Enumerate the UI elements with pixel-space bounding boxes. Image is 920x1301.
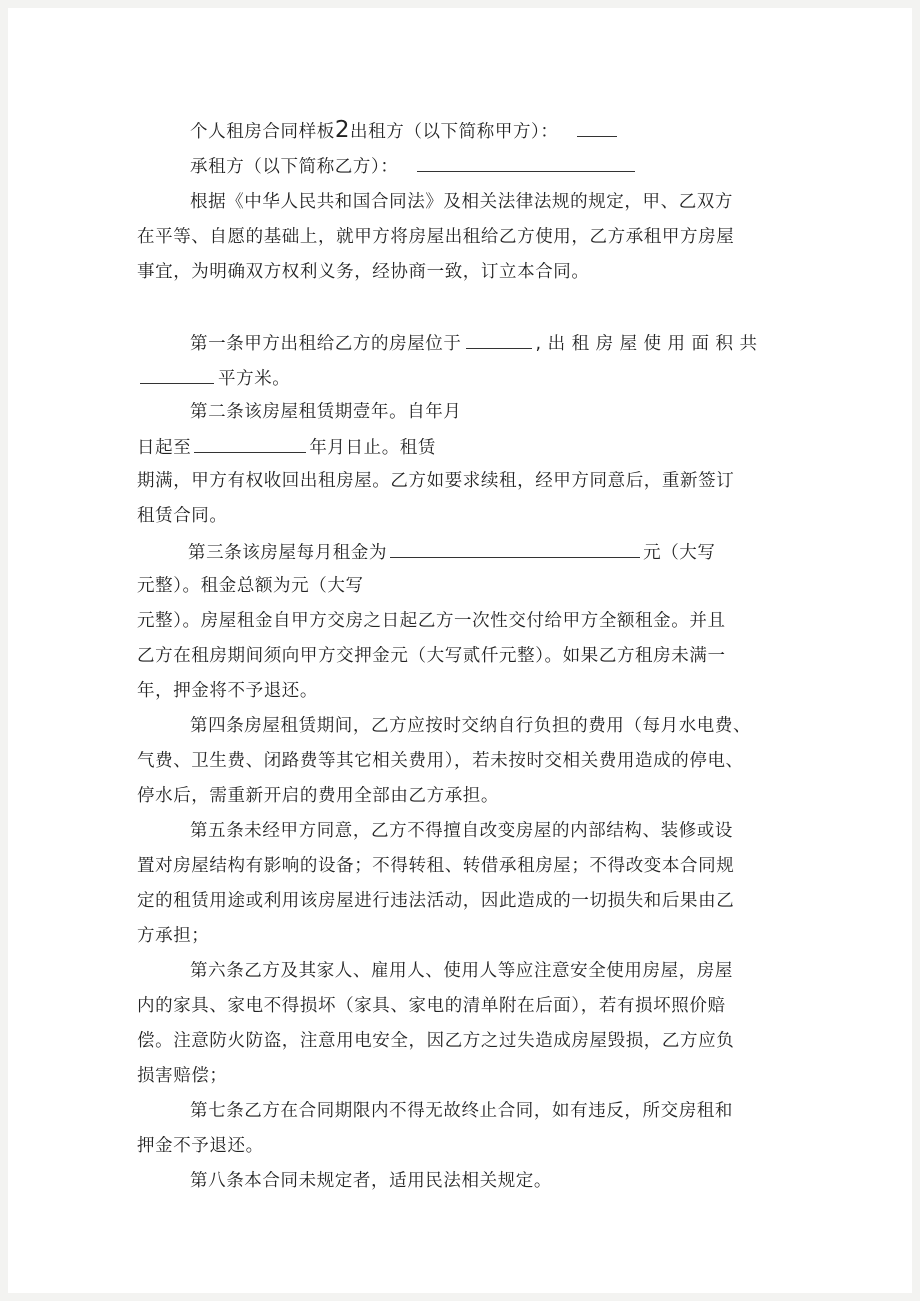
- article-4-line-1: 第四条房屋租赁期间，乙方应按时交纳自行负担的费用（每月水电费、: [190, 716, 752, 736]
- article-2-line-2: [137, 435, 436, 459]
- lease-start-blank[interactable]: [194, 435, 306, 453]
- article-2-line-3: 期满，甲方有权收回出租房屋。乙方如要求续租，经甲方同意后，重新签订: [137, 471, 735, 491]
- title-line: [190, 119, 617, 143]
- article-1-text-a: 第一条甲方出租给乙方的房屋位于: [190, 334, 462, 354]
- article-3-line-2: 元整）。租金总额为元（大写: [137, 576, 364, 596]
- article-7-line-1: 第七条乙方在合同期限内不得无故终止合同，如有违反，所交房租和: [190, 1101, 733, 1121]
- tenant-label: 承租方（以下简称乙方）：: [190, 157, 399, 177]
- intro-line-1: 根据《中华人民共和国合同法》及相关法律法规的规定，甲、乙双方: [190, 192, 733, 212]
- article-2-text-b1: 日起至: [137, 438, 192, 458]
- article-1-text-c: 平方米。: [218, 369, 291, 389]
- article-7-line-2: 押金不予退还。: [137, 1136, 264, 1156]
- article-2-line-1: 第二条该房屋租赁期壹年。自年月: [190, 402, 462, 422]
- article-5-line-4: 方承担；: [137, 926, 210, 946]
- article-3-line-4: 乙方在租房期间须向甲方交押金元（大写贰仟元整）。如果乙方租房未满一: [137, 646, 726, 666]
- article-3-line-5: 年，押金将不予退还。: [137, 681, 318, 701]
- article-5-line-2: 置对房屋结构有影响的设备；不得转租、转借承租房屋；不得改变本合同规: [137, 856, 735, 876]
- article-2-line-4: 租赁合同。: [137, 506, 228, 526]
- tenant-line: [190, 154, 635, 178]
- article-5-line-1: 第五条未经甲方同意，乙方不得擅自改变房屋的内部结构、装修或设: [190, 821, 733, 841]
- article-5-line-3: 定的租赁用途或利用该房屋进行违法活动，因此造成的一切损失和后果由乙: [137, 891, 735, 911]
- monthly-rent-blank[interactable]: [390, 540, 640, 558]
- article-3-line-1: [188, 540, 716, 564]
- doc-title: 个人租房合同样板: [190, 122, 335, 142]
- article-6-line-1: 第六条乙方及其家人、雇用人、使用人等应注意安全使用房屋，房屋: [190, 961, 733, 981]
- article-6-line-3: 偿。注意防火防盗，注意用电安全，因乙方之过失造成房屋毁损，乙方应负: [137, 1031, 735, 1051]
- intro-line-3: 事宜，为明确双方权利义务，经协商一致，订立本合同。: [137, 262, 590, 282]
- article-4-line-3: 停水后，需重新开启的费用全部由乙方承担。: [137, 786, 499, 806]
- tenant-blank[interactable]: [417, 154, 635, 172]
- article-1-text-b: ,出租房屋使用面积共: [535, 334, 764, 354]
- article-1-line-1: [190, 331, 764, 355]
- house-location-blank[interactable]: [466, 331, 532, 349]
- article-3-text-a2: 元（大写: [643, 543, 716, 563]
- article-1-line-2: [140, 366, 290, 390]
- document-page: [8, 8, 912, 1293]
- article-3-text-a1: 第三条该房屋每月租金为: [188, 543, 388, 563]
- article-4-line-2: 气费、卫生费、闭路费等其它相关费用），若未按时交相关费用造成的停电、: [137, 751, 744, 771]
- article-6-line-2: 内的家具、家电不得损坏（家具、家电的清单附在后面），若有损坏照价赔: [137, 996, 726, 1016]
- landlord-label: 出租方（以下简称甲方）：: [350, 122, 559, 142]
- article-8-line-1: 第八条本合同未规定者，适用民法相关规定。: [190, 1171, 552, 1191]
- landlord-blank[interactable]: [577, 119, 617, 137]
- article-6-line-4: 损害赔偿；: [137, 1066, 228, 1086]
- area-blank[interactable]: [140, 366, 214, 384]
- doc-title-number: 2: [334, 117, 351, 143]
- intro-line-2: 在平等、自愿的基础上，就甲方将房屋出租给乙方使用，乙方承租甲方房屋: [137, 227, 735, 247]
- article-2-text-b2: 年月日止。租赁: [309, 438, 437, 458]
- article-3-line-3: 元整）。房屋租金自甲方交房之日起乙方一次性交付给甲方全额租金。并且: [137, 611, 726, 631]
